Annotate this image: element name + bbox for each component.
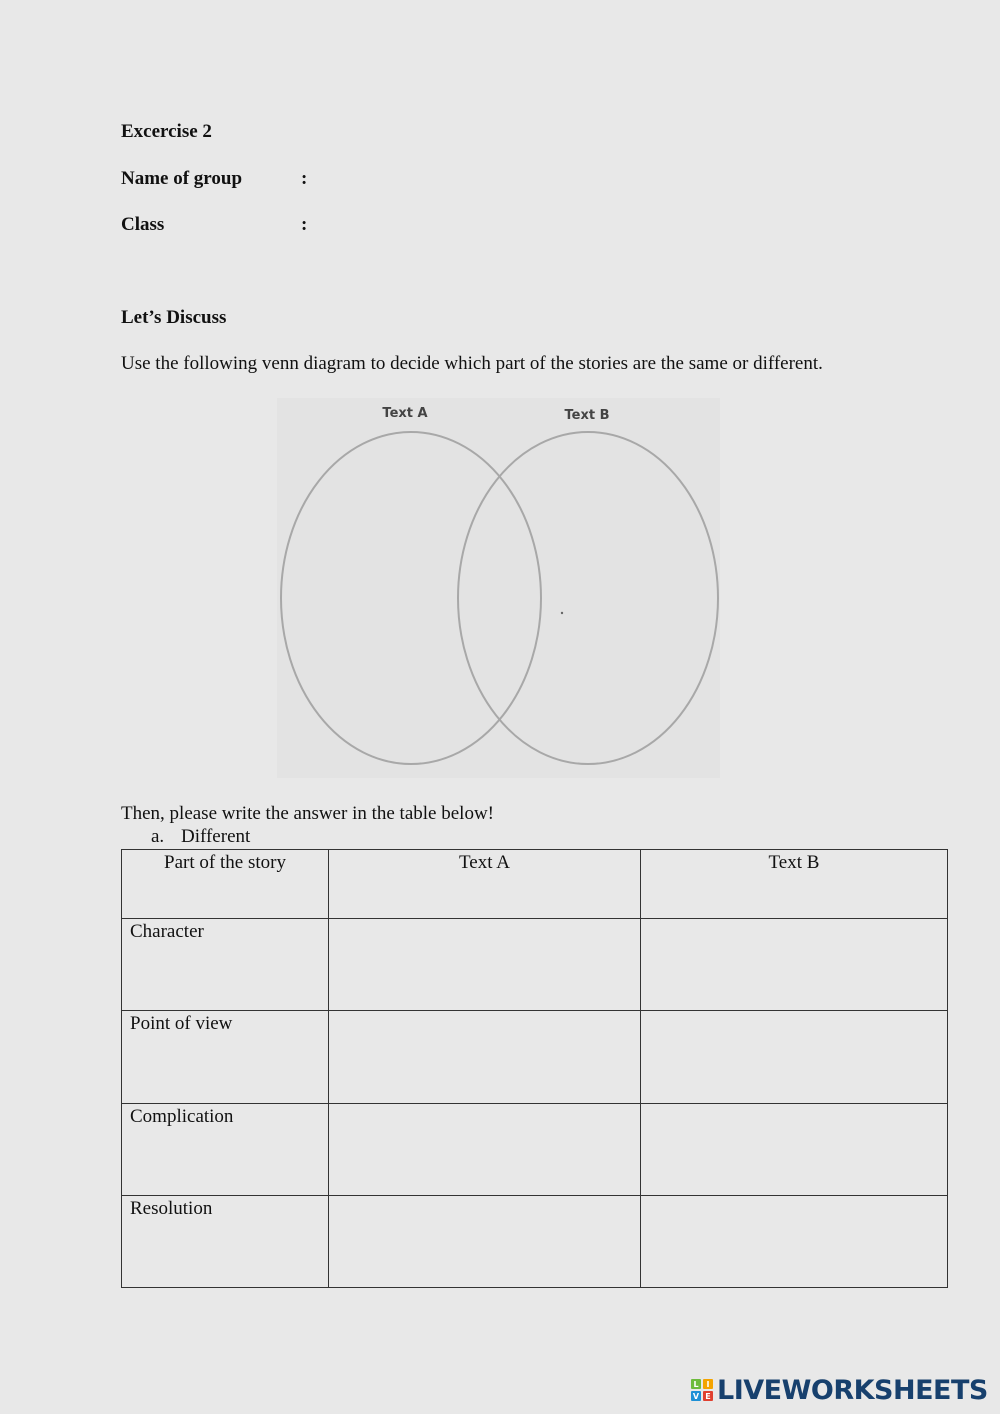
logo-tile: V <box>692 1391 700 1401</box>
table-row <box>122 919 948 1011</box>
name-of-group-label: Name of group <box>121 168 243 189</box>
row-label-point-of-view: Point of view <box>122 1011 329 1104</box>
table-header-row <box>122 850 948 919</box>
answer-instruction: Then, please write the answer in the table below! <box>121 803 494 824</box>
class-colon: : <box>301 214 308 235</box>
liveworksheets-logo <box>691 1374 988 1406</box>
answer-cell-text-b[interactable] <box>641 1011 948 1104</box>
answer-cell-text-b[interactable] <box>641 919 948 1011</box>
answer-cell-text-a[interactable] <box>329 919 641 1011</box>
header-text-b: Text B <box>641 850 948 919</box>
exercise-title: Excercise 2 <box>121 121 212 142</box>
discuss-heading: Let’s Discuss <box>121 307 227 328</box>
venn-circle-text-a <box>281 432 541 764</box>
header-part-of-story: Part of the story <box>122 850 329 919</box>
table-row <box>122 1011 948 1104</box>
venn-diagram <box>277 398 720 778</box>
answer-cell-text-b[interactable] <box>641 1104 948 1196</box>
class-label: Class <box>121 214 165 235</box>
header-text-a: Text A <box>329 850 641 919</box>
logo-tiles-icon <box>691 1379 713 1401</box>
answer-cell-text-a[interactable] <box>329 1011 641 1104</box>
logo-tile: I <box>703 1379 713 1389</box>
answer-cell-text-b[interactable] <box>641 1196 948 1288</box>
logo-text: LIVEWORKSHEETS <box>717 1374 988 1406</box>
name-of-group-colon: : <box>301 168 308 189</box>
answer-cell-text-a[interactable] <box>329 1196 641 1288</box>
list-marker: a. <box>151 826 165 847</box>
venn-circle-text-b <box>458 432 718 764</box>
discuss-instruction: Use the following venn diagram to decide which part of the stories are the same or different. <box>121 353 823 374</box>
venn-label-text-a: Text A <box>382 406 428 421</box>
row-label-character: Character <box>122 919 329 1011</box>
table-row <box>122 1196 948 1288</box>
logo-tile: L <box>691 1379 701 1389</box>
venn-label-text-b: Text B <box>564 408 610 423</box>
row-label-complication: Complication <box>122 1104 329 1196</box>
answer-table <box>121 849 948 1288</box>
answer-cell-text-a[interactable] <box>329 1104 641 1196</box>
table-row <box>122 1104 948 1196</box>
logo-tile: E <box>703 1391 713 1401</box>
row-label-resolution: Resolution <box>122 1196 329 1288</box>
list-item-different: Different <box>181 826 251 847</box>
venn-dot <box>561 612 563 614</box>
venn-svg <box>277 398 720 778</box>
